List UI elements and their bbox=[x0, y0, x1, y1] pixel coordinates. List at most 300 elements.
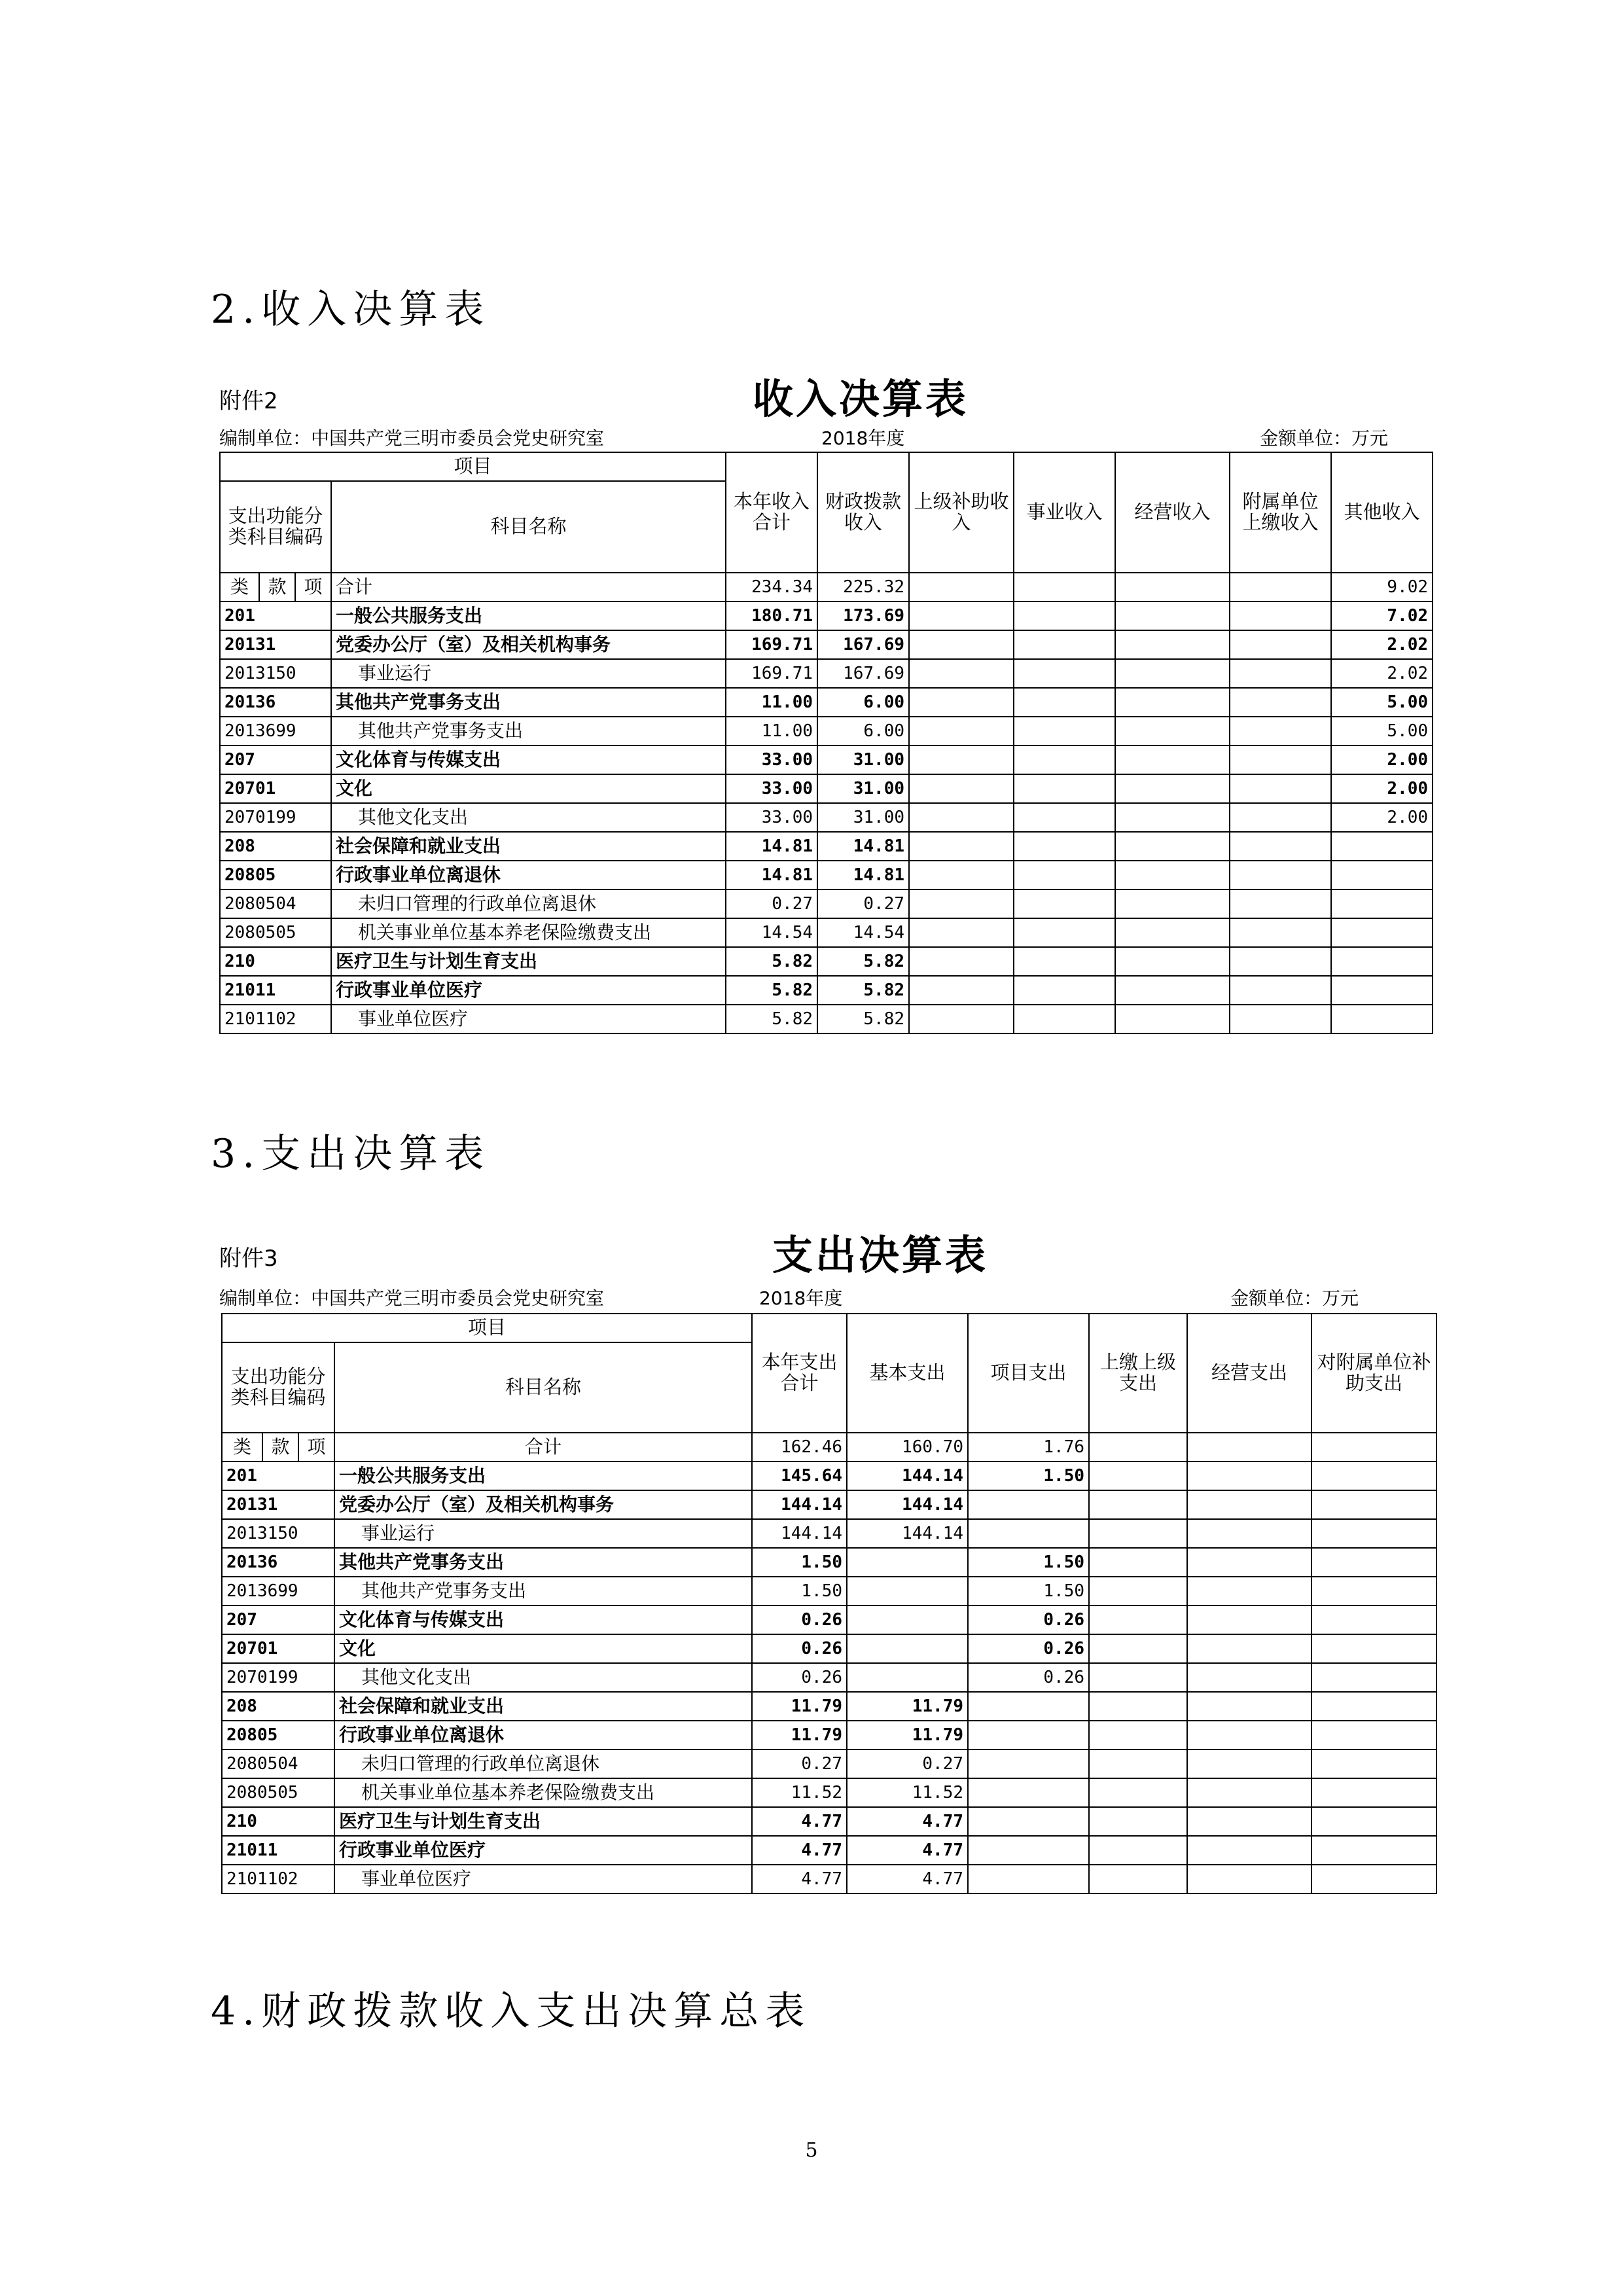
income-cell-business bbox=[1014, 861, 1115, 889]
expense-cell-basic: 11.79 bbox=[847, 1692, 968, 1721]
income-cell-operating bbox=[1115, 832, 1230, 861]
expense-row-code: 20701 bbox=[222, 1634, 334, 1663]
income-cell-affiliated bbox=[1230, 861, 1331, 889]
expense-sub-lei: 类 bbox=[222, 1433, 262, 1462]
income-cell-affiliated bbox=[1230, 918, 1331, 947]
income-row-name: 一般公共服务支出 bbox=[331, 601, 726, 630]
expense-table-row bbox=[222, 1433, 1436, 1462]
expense-cell-subsidy bbox=[1311, 1663, 1436, 1692]
expense-cell-basic bbox=[847, 1605, 968, 1634]
expense-table-row bbox=[222, 1663, 1436, 1692]
income-sub-kuan: 款 bbox=[259, 573, 295, 601]
income-cell-operating bbox=[1115, 688, 1230, 717]
expense-cell-upper bbox=[1089, 1807, 1187, 1836]
income-cell-fiscal: 6.00 bbox=[817, 717, 909, 745]
income-cell-total: 234.34 bbox=[726, 573, 817, 601]
expense-cell-operating bbox=[1187, 1634, 1311, 1663]
income-cell-total: 14.81 bbox=[726, 832, 817, 861]
income-row-code: 2070199 bbox=[220, 803, 331, 832]
income-header-total: 本年收入合计 bbox=[726, 452, 817, 573]
expense-cell-basic: 11.52 bbox=[847, 1778, 968, 1807]
section-heading-income: 2.收入决算表 bbox=[211, 287, 491, 332]
income-table-row bbox=[220, 918, 1433, 947]
income-cell-superior bbox=[909, 861, 1014, 889]
expense-cell-project bbox=[968, 1490, 1089, 1519]
expense-cell-operating bbox=[1187, 1490, 1311, 1519]
income-cell-superior bbox=[909, 659, 1014, 688]
expense-cell-total: 4.77 bbox=[752, 1836, 847, 1865]
income-header-name: 科目名称 bbox=[331, 481, 726, 573]
income-cell-affiliated bbox=[1230, 774, 1331, 803]
income-cell-fiscal: 173.69 bbox=[817, 601, 909, 630]
expense-cell-basic bbox=[847, 1548, 968, 1577]
income-cell-superior bbox=[909, 889, 1014, 918]
expense-table-row bbox=[222, 1692, 1436, 1721]
income-row-name: 未归口管理的行政单位离退休 bbox=[331, 889, 726, 918]
expense-row-code: 2080505 bbox=[222, 1778, 334, 1807]
income-table-row bbox=[220, 947, 1433, 976]
expense-cell-upper bbox=[1089, 1462, 1187, 1490]
expense-cell-total: 0.26 bbox=[752, 1663, 847, 1692]
expense-cell-subsidy bbox=[1311, 1490, 1436, 1519]
expense-cell-basic: 11.79 bbox=[847, 1721, 968, 1749]
income-cell-business bbox=[1014, 630, 1115, 659]
expense-cell-project: 1.50 bbox=[968, 1462, 1089, 1490]
income-cell-total: 14.81 bbox=[726, 861, 817, 889]
expense-cell-project bbox=[968, 1778, 1089, 1807]
income-cell-business bbox=[1014, 573, 1115, 601]
income-cell-operating bbox=[1115, 803, 1230, 832]
income-cell-total: 5.82 bbox=[726, 1005, 817, 1033]
income-cell-total: 5.82 bbox=[726, 947, 817, 976]
income-cell-other bbox=[1331, 1005, 1433, 1033]
income-table-title: 收入决算表 bbox=[753, 375, 969, 423]
expense-header-subsidy: 对附属单位补助支出 bbox=[1311, 1314, 1436, 1433]
income-cell-total: 169.71 bbox=[726, 630, 817, 659]
expense-cell-upper bbox=[1089, 1778, 1187, 1807]
expense-cell-subsidy bbox=[1311, 1807, 1436, 1836]
income-row-code: 20805 bbox=[220, 861, 331, 889]
expense-cell-project bbox=[968, 1692, 1089, 1721]
income-cell-total: 33.00 bbox=[726, 774, 817, 803]
income-cell-business bbox=[1014, 745, 1115, 774]
expense-cell-project bbox=[968, 1807, 1089, 1836]
income-row-code: 2101102 bbox=[220, 1005, 331, 1033]
expense-row-name: 行政事业单位离退休 bbox=[334, 1721, 752, 1749]
income-cell-business bbox=[1014, 1005, 1115, 1033]
expense-row-name: 社会保障和就业支出 bbox=[334, 1692, 752, 1721]
income-table-row bbox=[220, 688, 1433, 717]
income-header-superior: 上级补助收入 bbox=[909, 452, 1014, 573]
income-cell-business bbox=[1014, 774, 1115, 803]
income-cell-business bbox=[1014, 889, 1115, 918]
section-heading-fiscal-summary: 4.财政拨款收入支出决算总表 bbox=[211, 1988, 812, 2034]
income-cell-other: 5.00 bbox=[1331, 688, 1433, 717]
income-table bbox=[219, 452, 1433, 1034]
expense-table-row bbox=[222, 1807, 1436, 1836]
income-row-code: 20131 bbox=[220, 630, 331, 659]
income-cell-fiscal: 5.82 bbox=[817, 976, 909, 1005]
expense-cell-project: 1.50 bbox=[968, 1577, 1089, 1605]
expense-row-code: 2101102 bbox=[222, 1865, 334, 1893]
expense-cell-project bbox=[968, 1519, 1089, 1548]
income-table-row bbox=[220, 976, 1433, 1005]
expense-cell-operating bbox=[1187, 1778, 1311, 1807]
income-row-name: 其他文化支出 bbox=[331, 803, 726, 832]
expense-cell-upper bbox=[1089, 1490, 1187, 1519]
expense-cell-project: 1.76 bbox=[968, 1433, 1089, 1462]
expense-cell-project bbox=[968, 1749, 1089, 1778]
expense-cell-subsidy bbox=[1311, 1692, 1436, 1721]
income-cell-other: 2.02 bbox=[1331, 659, 1433, 688]
expense-cell-subsidy bbox=[1311, 1836, 1436, 1865]
expense-cell-subsidy bbox=[1311, 1519, 1436, 1548]
expense-cell-upper bbox=[1089, 1692, 1187, 1721]
expense-cell-subsidy bbox=[1311, 1721, 1436, 1749]
income-cell-affiliated bbox=[1230, 659, 1331, 688]
income-cell-other bbox=[1331, 918, 1433, 947]
expense-cell-subsidy bbox=[1311, 1865, 1436, 1893]
income-cell-affiliated bbox=[1230, 601, 1331, 630]
income-cell-superior bbox=[909, 832, 1014, 861]
income-cell-fiscal: 31.00 bbox=[817, 803, 909, 832]
income-row-code: 2080505 bbox=[220, 918, 331, 947]
expense-row-name: 其他共产党事务支出 bbox=[334, 1548, 752, 1577]
income-cell-total: 180.71 bbox=[726, 601, 817, 630]
expense-cell-operating bbox=[1187, 1548, 1311, 1577]
expense-cell-basic: 160.70 bbox=[847, 1433, 968, 1462]
income-row-code: 207 bbox=[220, 745, 331, 774]
expense-header-item: 项目 bbox=[222, 1314, 752, 1342]
income-cell-fiscal: 14.81 bbox=[817, 832, 909, 861]
expense-cell-upper bbox=[1089, 1721, 1187, 1749]
income-table-row bbox=[220, 774, 1433, 803]
expense-cell-basic bbox=[847, 1634, 968, 1663]
expense-cell-total: 1.50 bbox=[752, 1577, 847, 1605]
expense-cell-total: 145.64 bbox=[752, 1462, 847, 1490]
income-header-item: 项目 bbox=[220, 452, 726, 481]
income-cell-operating bbox=[1115, 659, 1230, 688]
income-cell-other: 5.00 bbox=[1331, 717, 1433, 745]
expense-row-code: 2080504 bbox=[222, 1749, 334, 1778]
expense-table-row bbox=[222, 1634, 1436, 1663]
expense-row-name: 党委办公厅（室）及相关机构事务 bbox=[334, 1490, 752, 1519]
income-cell-other: 2.02 bbox=[1331, 630, 1433, 659]
income-cell-business bbox=[1014, 947, 1115, 976]
expense-row-code: 20136 bbox=[222, 1548, 334, 1577]
income-cell-business bbox=[1014, 659, 1115, 688]
expense-cell-upper bbox=[1089, 1605, 1187, 1634]
expense-cell-project: 0.26 bbox=[968, 1663, 1089, 1692]
income-header-other: 其他收入 bbox=[1331, 452, 1433, 573]
income-row-code: 210 bbox=[220, 947, 331, 976]
expense-cell-subsidy bbox=[1311, 1548, 1436, 1577]
income-cell-operating bbox=[1115, 889, 1230, 918]
expense-row-code: 2070199 bbox=[222, 1663, 334, 1692]
income-cell-fiscal: 6.00 bbox=[817, 688, 909, 717]
expense-cell-basic: 4.77 bbox=[847, 1865, 968, 1893]
income-table-row bbox=[220, 745, 1433, 774]
expense-row-name: 行政事业单位医疗 bbox=[334, 1836, 752, 1865]
expense-cell-project bbox=[968, 1865, 1089, 1893]
expense-table-row bbox=[222, 1721, 1436, 1749]
income-table-row bbox=[220, 659, 1433, 688]
expense-cell-operating bbox=[1187, 1865, 1311, 1893]
expense-year: 2018年度 bbox=[759, 1287, 843, 1309]
income-cell-total: 169.71 bbox=[726, 659, 817, 688]
expense-table-row bbox=[222, 1836, 1436, 1865]
expense-cell-operating bbox=[1187, 1433, 1311, 1462]
expense-cell-operating bbox=[1187, 1605, 1311, 1634]
income-table-row bbox=[220, 717, 1433, 745]
income-cell-total: 5.82 bbox=[726, 976, 817, 1005]
income-header-fiscal: 财政拨款收入 bbox=[817, 452, 909, 573]
expense-cell-basic: 4.77 bbox=[847, 1836, 968, 1865]
income-cell-total: 14.54 bbox=[726, 918, 817, 947]
expense-row-name: 其他共产党事务支出 bbox=[334, 1577, 752, 1605]
income-cell-affiliated bbox=[1230, 1005, 1331, 1033]
page-number: 5 bbox=[805, 2139, 818, 2162]
income-cell-other bbox=[1331, 976, 1433, 1005]
annex-label-expense: 附件3 bbox=[219, 1246, 278, 1272]
income-cell-affiliated bbox=[1230, 947, 1331, 976]
income-table-row bbox=[220, 573, 1433, 601]
income-cell-other: 9.02 bbox=[1331, 573, 1433, 601]
income-row-name: 行政事业单位离退休 bbox=[331, 861, 726, 889]
income-table-row bbox=[220, 1005, 1433, 1033]
income-cell-superior bbox=[909, 573, 1014, 601]
income-header-operating: 经营收入 bbox=[1115, 452, 1230, 573]
income-compiler-unit: 编制单位：中国共产党三明市委员会党史研究室 bbox=[219, 427, 605, 449]
expense-row-name: 一般公共服务支出 bbox=[334, 1462, 752, 1490]
expense-row-name: 机关事业单位基本养老保险缴费支出 bbox=[334, 1778, 752, 1807]
income-table-row bbox=[220, 803, 1433, 832]
expense-cell-total: 11.52 bbox=[752, 1778, 847, 1807]
income-cell-other: 2.00 bbox=[1331, 745, 1433, 774]
income-cell-other: 7.02 bbox=[1331, 601, 1433, 630]
income-row-name: 党委办公厅（室）及相关机构事务 bbox=[331, 630, 726, 659]
income-cell-fiscal: 31.00 bbox=[817, 774, 909, 803]
income-cell-operating bbox=[1115, 861, 1230, 889]
income-sub-xiang: 项 bbox=[295, 573, 331, 601]
income-cell-affiliated bbox=[1230, 976, 1331, 1005]
income-cell-fiscal: 5.82 bbox=[817, 947, 909, 976]
expense-cell-upper bbox=[1089, 1433, 1187, 1462]
expense-row-code: 20131 bbox=[222, 1490, 334, 1519]
income-cell-superior bbox=[909, 717, 1014, 745]
income-cell-total: 0.27 bbox=[726, 889, 817, 918]
income-cell-superior bbox=[909, 976, 1014, 1005]
section-heading-expense: 3.支出决算表 bbox=[211, 1131, 491, 1177]
expense-cell-basic bbox=[847, 1663, 968, 1692]
expense-row-code: 20805 bbox=[222, 1721, 334, 1749]
expense-cell-upper bbox=[1089, 1836, 1187, 1865]
expense-compiler-unit: 编制单位：中国共产党三明市委员会党史研究室 bbox=[219, 1287, 605, 1309]
income-row-code: 21011 bbox=[220, 976, 331, 1005]
expense-cell-project: 0.26 bbox=[968, 1634, 1089, 1663]
expense-row-name: 合计 bbox=[334, 1433, 752, 1462]
expense-cell-subsidy bbox=[1311, 1433, 1436, 1462]
expense-row-name: 未归口管理的行政单位离退休 bbox=[334, 1749, 752, 1778]
expense-row-name: 文化体育与传媒支出 bbox=[334, 1605, 752, 1634]
expense-header-operating: 经营支出 bbox=[1187, 1314, 1311, 1433]
income-row-name: 事业单位医疗 bbox=[331, 1005, 726, 1033]
expense-cell-total: 144.14 bbox=[752, 1519, 847, 1548]
income-row-name: 合计 bbox=[331, 573, 726, 601]
income-cell-operating bbox=[1115, 717, 1230, 745]
income-cell-other bbox=[1331, 947, 1433, 976]
income-sub-lei: 类 bbox=[220, 573, 259, 601]
expense-header-total: 本年支出合计 bbox=[752, 1314, 847, 1433]
expense-cell-subsidy bbox=[1311, 1577, 1436, 1605]
income-row-name: 行政事业单位医疗 bbox=[331, 976, 726, 1005]
expense-cell-subsidy bbox=[1311, 1778, 1436, 1807]
expense-cell-operating bbox=[1187, 1577, 1311, 1605]
income-table-row bbox=[220, 861, 1433, 889]
expense-cell-upper bbox=[1089, 1548, 1187, 1577]
expense-row-code: 207 bbox=[222, 1605, 334, 1634]
income-cell-operating bbox=[1115, 1005, 1230, 1033]
expense-table-row bbox=[222, 1865, 1436, 1893]
expense-table bbox=[221, 1313, 1437, 1894]
expense-cell-upper bbox=[1089, 1663, 1187, 1692]
income-cell-fiscal: 0.27 bbox=[817, 889, 909, 918]
expense-table-row bbox=[222, 1605, 1436, 1634]
income-cell-total: 33.00 bbox=[726, 803, 817, 832]
expense-table-row bbox=[222, 1778, 1436, 1807]
income-cell-operating bbox=[1115, 918, 1230, 947]
expense-table-row bbox=[222, 1548, 1436, 1577]
annex-label-income: 附件2 bbox=[219, 388, 278, 414]
income-cell-superior bbox=[909, 688, 1014, 717]
expense-cell-total: 0.26 bbox=[752, 1605, 847, 1634]
expense-row-code: 2013699 bbox=[222, 1577, 334, 1605]
expense-cell-upper bbox=[1089, 1865, 1187, 1893]
expense-row-code: 208 bbox=[222, 1692, 334, 1721]
income-cell-operating bbox=[1115, 774, 1230, 803]
income-row-name: 文化 bbox=[331, 774, 726, 803]
income-cell-fiscal: 31.00 bbox=[817, 745, 909, 774]
expense-cell-project bbox=[968, 1836, 1089, 1865]
expense-cell-operating bbox=[1187, 1807, 1311, 1836]
income-row-name: 文化体育与传媒支出 bbox=[331, 745, 726, 774]
income-cell-superior bbox=[909, 803, 1014, 832]
expense-cell-subsidy bbox=[1311, 1634, 1436, 1663]
income-cell-total: 11.00 bbox=[726, 688, 817, 717]
income-cell-business bbox=[1014, 918, 1115, 947]
income-row-code: 2013150 bbox=[220, 659, 331, 688]
expense-cell-total: 1.50 bbox=[752, 1548, 847, 1577]
expense-cell-project: 0.26 bbox=[968, 1605, 1089, 1634]
income-cell-other: 2.00 bbox=[1331, 803, 1433, 832]
income-header-code: 支出功能分类科目编码 bbox=[220, 481, 331, 573]
expense-cell-subsidy bbox=[1311, 1462, 1436, 1490]
income-row-name: 社会保障和就业支出 bbox=[331, 832, 726, 861]
expense-cell-total: 162.46 bbox=[752, 1433, 847, 1462]
income-cell-operating bbox=[1115, 573, 1230, 601]
income-year: 2018年度 bbox=[821, 427, 905, 449]
expense-cell-upper bbox=[1089, 1634, 1187, 1663]
income-row-name: 医疗卫生与计划生育支出 bbox=[331, 947, 726, 976]
income-cell-superior bbox=[909, 1005, 1014, 1033]
income-cell-affiliated bbox=[1230, 889, 1331, 918]
income-cell-superior bbox=[909, 601, 1014, 630]
income-cell-superior bbox=[909, 774, 1014, 803]
income-cell-affiliated bbox=[1230, 717, 1331, 745]
income-row-name: 其他共产党事务支出 bbox=[331, 688, 726, 717]
income-table-row bbox=[220, 601, 1433, 630]
income-cell-business bbox=[1014, 601, 1115, 630]
income-cell-fiscal: 5.82 bbox=[817, 1005, 909, 1033]
expense-cell-operating bbox=[1187, 1519, 1311, 1548]
expense-header-name: 科目名称 bbox=[334, 1342, 752, 1433]
income-cell-superior bbox=[909, 745, 1014, 774]
income-table-row bbox=[220, 889, 1433, 918]
income-cell-superior bbox=[909, 918, 1014, 947]
income-cell-affiliated bbox=[1230, 803, 1331, 832]
income-cell-fiscal: 14.81 bbox=[817, 861, 909, 889]
income-cell-operating bbox=[1115, 745, 1230, 774]
income-cell-operating bbox=[1115, 976, 1230, 1005]
expense-row-code: 210 bbox=[222, 1807, 334, 1836]
income-cell-business bbox=[1014, 803, 1115, 832]
expense-table-row bbox=[222, 1462, 1436, 1490]
income-cell-operating bbox=[1115, 601, 1230, 630]
expense-cell-subsidy bbox=[1311, 1605, 1436, 1634]
expense-table-row bbox=[222, 1490, 1436, 1519]
income-cell-operating bbox=[1115, 947, 1230, 976]
expense-row-name: 事业单位医疗 bbox=[334, 1865, 752, 1893]
expense-cell-basic: 144.14 bbox=[847, 1462, 968, 1490]
expense-cell-project: 1.50 bbox=[968, 1548, 1089, 1577]
expense-cell-total: 0.26 bbox=[752, 1634, 847, 1663]
income-row-code: 2013699 bbox=[220, 717, 331, 745]
expense-header-basic: 基本支出 bbox=[847, 1314, 968, 1433]
expense-cell-basic: 4.77 bbox=[847, 1807, 968, 1836]
income-cell-operating bbox=[1115, 630, 1230, 659]
expense-row-code: 2013150 bbox=[222, 1519, 334, 1548]
expense-cell-upper bbox=[1089, 1577, 1187, 1605]
expense-cell-operating bbox=[1187, 1721, 1311, 1749]
income-table-row bbox=[220, 630, 1433, 659]
income-cell-affiliated bbox=[1230, 745, 1331, 774]
expense-header-upper: 上缴上级支出 bbox=[1089, 1314, 1187, 1433]
expense-cell-total: 4.77 bbox=[752, 1807, 847, 1836]
income-cell-affiliated bbox=[1230, 573, 1331, 601]
income-cell-affiliated bbox=[1230, 832, 1331, 861]
income-cell-total: 11.00 bbox=[726, 717, 817, 745]
expense-cell-operating bbox=[1187, 1749, 1311, 1778]
expense-table-row bbox=[222, 1749, 1436, 1778]
expense-cell-total: 144.14 bbox=[752, 1490, 847, 1519]
expense-sub-kuan: 款 bbox=[262, 1433, 298, 1462]
income-cell-superior bbox=[909, 947, 1014, 976]
income-cell-business bbox=[1014, 976, 1115, 1005]
income-amount-unit: 金额单位：万元 bbox=[1260, 427, 1389, 449]
income-cell-superior bbox=[909, 630, 1014, 659]
income-cell-total: 33.00 bbox=[726, 745, 817, 774]
income-cell-fiscal: 167.69 bbox=[817, 659, 909, 688]
expense-cell-operating bbox=[1187, 1692, 1311, 1721]
income-row-name: 事业运行 bbox=[331, 659, 726, 688]
expense-row-name: 事业运行 bbox=[334, 1519, 752, 1548]
expense-cell-operating bbox=[1187, 1663, 1311, 1692]
income-row-name: 其他共产党事务支出 bbox=[331, 717, 726, 745]
income-cell-business bbox=[1014, 688, 1115, 717]
income-row-code: 20701 bbox=[220, 774, 331, 803]
expense-row-code: 21011 bbox=[222, 1836, 334, 1865]
income-table-row bbox=[220, 832, 1433, 861]
